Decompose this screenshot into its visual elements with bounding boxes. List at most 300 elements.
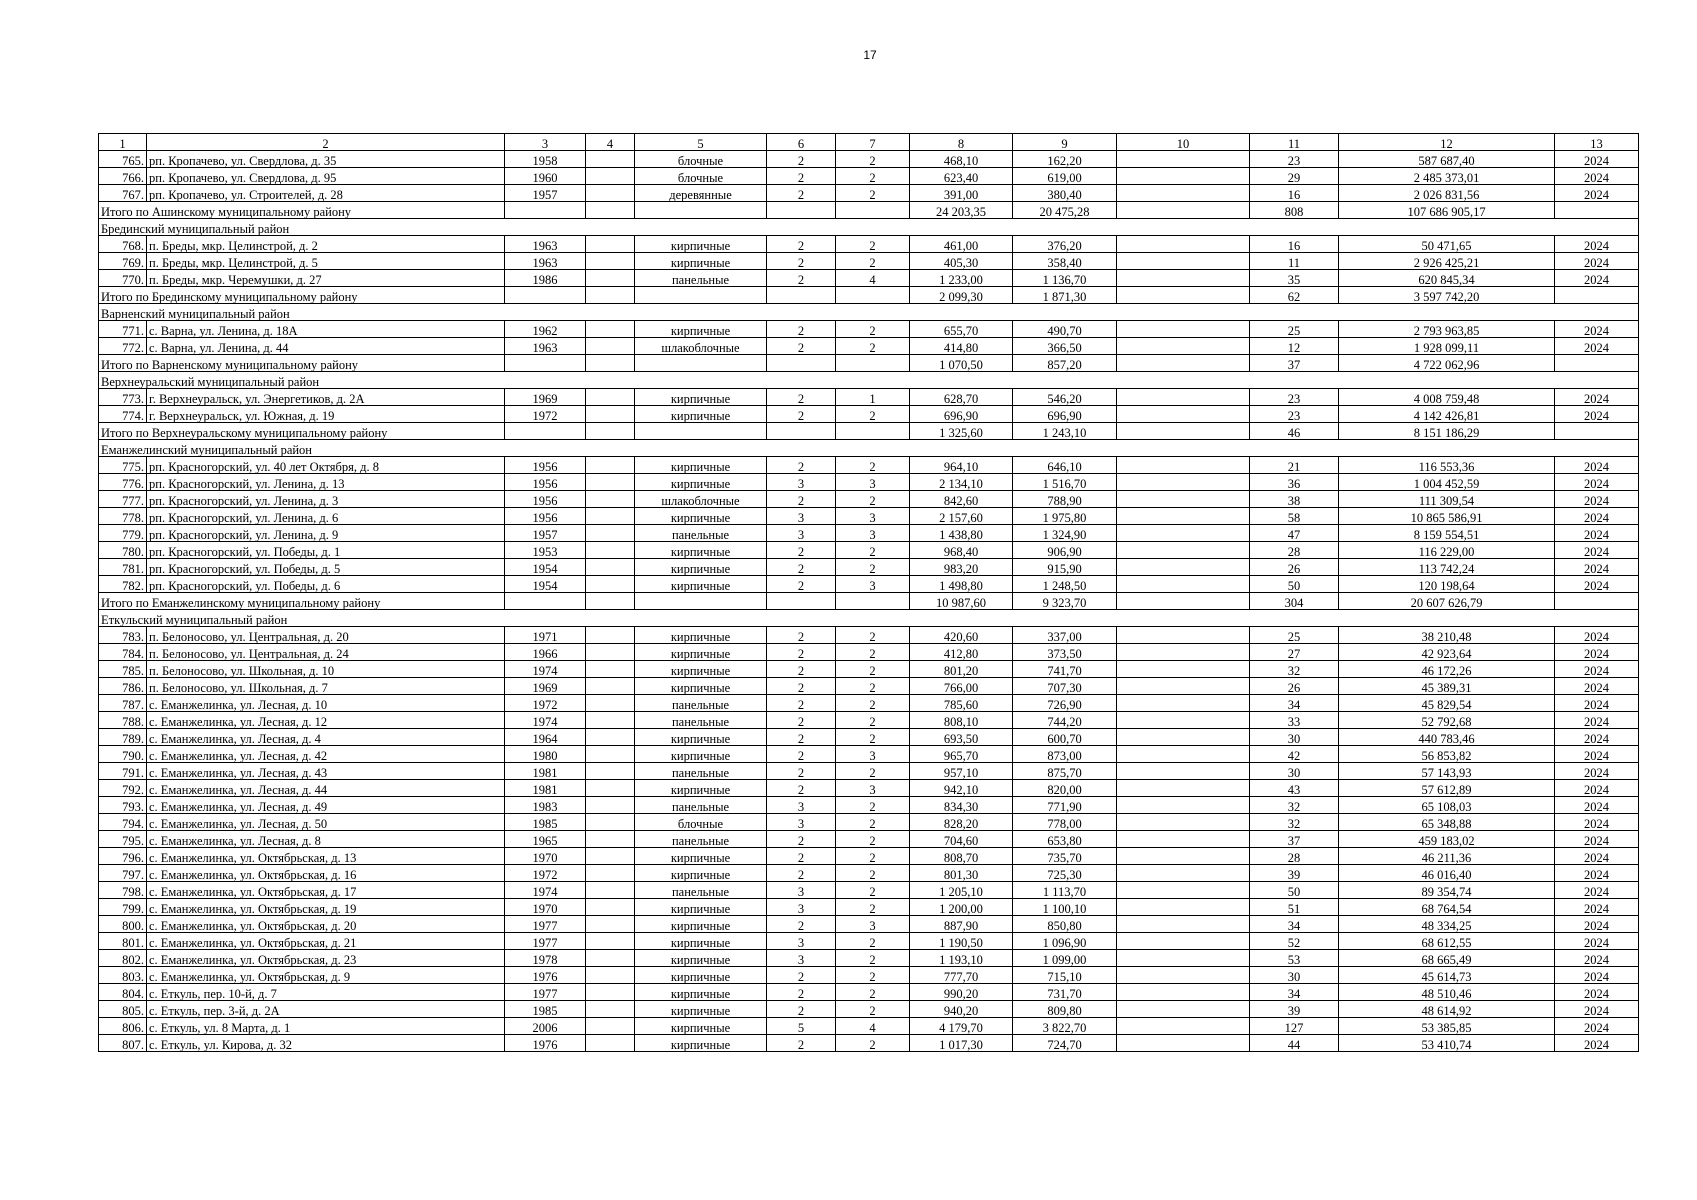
- residents-cell: 25: [1250, 627, 1339, 644]
- total-area-cell: 942,10: [910, 780, 1013, 797]
- total-wall-material: [635, 593, 767, 610]
- table-row: [99, 644, 1639, 661]
- section-title: Варненский муниципальный район: [99, 304, 1639, 321]
- cost-cell: 620 845,34: [1339, 270, 1555, 287]
- year-built-cell: 1957: [505, 525, 586, 542]
- total-col-4: [586, 355, 635, 372]
- cost-cell: 113 742,24: [1339, 559, 1555, 576]
- row-number-cell: 785.: [99, 661, 147, 678]
- entrances-cell: 3: [836, 508, 910, 525]
- table-row: [99, 185, 1639, 202]
- residents-cell: 32: [1250, 797, 1339, 814]
- total-area-cell: 983,20: [910, 559, 1013, 576]
- entrances-cell: 3: [836, 474, 910, 491]
- table-row: [99, 678, 1639, 695]
- address-cell: с. Еманжелинка, ул. Лесная, д. 44: [147, 780, 505, 797]
- table-row: [99, 389, 1639, 406]
- row-number-cell: 789.: [99, 729, 147, 746]
- table-row: [99, 848, 1639, 865]
- year-built-cell: 1977: [505, 984, 586, 1001]
- year-built-cell: 1960: [505, 168, 586, 185]
- col-10-cell: [1117, 695, 1250, 712]
- residents-cell: 44: [1250, 1035, 1339, 1052]
- residential-area-cell: 646,10: [1013, 457, 1117, 474]
- row-number-cell: 805.: [99, 1001, 147, 1018]
- cost-cell: 2 026 831,56: [1339, 185, 1555, 202]
- residential-area-cell: 735,70: [1013, 848, 1117, 865]
- section-header-row: [99, 372, 1639, 389]
- cost-cell: 4 142 426,81: [1339, 406, 1555, 423]
- year-planned-cell: 2024: [1555, 1035, 1639, 1052]
- residential-area-cell: 906,90: [1013, 542, 1117, 559]
- year-planned-cell: 2024: [1555, 457, 1639, 474]
- floors-cell: 2: [767, 253, 836, 270]
- total-entrances: [836, 202, 910, 219]
- col-4-cell: [586, 236, 635, 253]
- total-area-cell: 693,50: [910, 729, 1013, 746]
- cost-cell: 57 612,89: [1339, 780, 1555, 797]
- total-area-cell: 628,70: [910, 389, 1013, 406]
- entrances-cell: 2: [836, 185, 910, 202]
- address-cell: рп. Красногорский, ул. 40 лет Октября, д. 8: [147, 457, 505, 474]
- floors-cell: 2: [767, 168, 836, 185]
- entrances-cell: 2: [836, 644, 910, 661]
- col-10-cell: [1117, 236, 1250, 253]
- floors-cell: 2: [767, 1001, 836, 1018]
- column-number-cell: 12: [1339, 134, 1555, 151]
- entrances-cell: 2: [836, 1001, 910, 1018]
- address-cell: г. Верхнеуральск, ул. Южная, д. 19: [147, 406, 505, 423]
- total-area-cell: 468,10: [910, 151, 1013, 168]
- table-row: [99, 831, 1639, 848]
- total-year-built: [505, 423, 586, 440]
- col-4-cell: [586, 270, 635, 287]
- col-4-cell: [586, 1001, 635, 1018]
- entrances-cell: 2: [836, 559, 910, 576]
- housing-register-table: [98, 133, 1639, 1052]
- row-number-cell: 767.: [99, 185, 147, 202]
- floors-cell: 2: [767, 729, 836, 746]
- row-number-cell: 771.: [99, 321, 147, 338]
- wall-material-cell: кирпичные: [635, 508, 767, 525]
- floors-cell: 2: [767, 576, 836, 593]
- cost-cell: 46 016,40: [1339, 865, 1555, 882]
- year-built-cell: 1970: [505, 899, 586, 916]
- total-entrances: [836, 423, 910, 440]
- wall-material-cell: кирпичные: [635, 1035, 767, 1052]
- entrances-cell: 2: [836, 831, 910, 848]
- wall-material-cell: кирпичные: [635, 933, 767, 950]
- address-cell: с. Еманжелинка, ул. Лесная, д. 43: [147, 763, 505, 780]
- row-number-cell: 806.: [99, 1018, 147, 1035]
- row-number-cell: 765.: [99, 151, 147, 168]
- wall-material-cell: кирпичные: [635, 542, 767, 559]
- row-number-cell: 800.: [99, 916, 147, 933]
- row-number-cell: 774.: [99, 406, 147, 423]
- year-built-cell: 1956: [505, 508, 586, 525]
- wall-material-cell: панельные: [635, 831, 767, 848]
- total-area-cell: 4 179,70: [910, 1018, 1013, 1035]
- entrances-cell: 2: [836, 661, 910, 678]
- total-col-4: [586, 202, 635, 219]
- total-label: Итого по Варненскому муниципальному району: [99, 355, 505, 372]
- total-area-cell: 990,20: [910, 984, 1013, 1001]
- year-built-cell: 1976: [505, 1035, 586, 1052]
- cost-cell: 10 865 586,91: [1339, 508, 1555, 525]
- floors-cell: 3: [767, 933, 836, 950]
- row-number-cell: 797.: [99, 865, 147, 882]
- residential-area-cell: 724,70: [1013, 1035, 1117, 1052]
- table-row: [99, 661, 1639, 678]
- col-4-cell: [586, 491, 635, 508]
- col-4-cell: [586, 984, 635, 1001]
- residential-area-cell: 1 516,70: [1013, 474, 1117, 491]
- col-4-cell: [586, 916, 635, 933]
- table-row: [99, 406, 1639, 423]
- row-number-cell: 796.: [99, 848, 147, 865]
- total-col-4: [586, 423, 635, 440]
- entrances-cell: 2: [836, 797, 910, 814]
- residents-cell: 33: [1250, 712, 1339, 729]
- wall-material-cell: кирпичные: [635, 865, 767, 882]
- year-built-cell: 1974: [505, 882, 586, 899]
- cost-cell: 8 159 554,51: [1339, 525, 1555, 542]
- entrances-cell: 2: [836, 236, 910, 253]
- year-built-cell: 1969: [505, 389, 586, 406]
- year-built-cell: 1980: [505, 746, 586, 763]
- cost-cell: 111 309,54: [1339, 491, 1555, 508]
- address-cell: с. Еманжелинка, ул. Октябрьская, д. 13: [147, 848, 505, 865]
- col-4-cell: [586, 151, 635, 168]
- col-4-cell: [586, 253, 635, 270]
- col-4-cell: [586, 389, 635, 406]
- total-year-planned: [1555, 423, 1639, 440]
- row-number-cell: 790.: [99, 746, 147, 763]
- table-row: [99, 899, 1639, 916]
- entrances-cell: 2: [836, 627, 910, 644]
- floors-cell: 2: [767, 848, 836, 865]
- column-number-cell: 7: [836, 134, 910, 151]
- col-4-cell: [586, 559, 635, 576]
- col-10-cell: [1117, 967, 1250, 984]
- wall-material-cell: панельные: [635, 270, 767, 287]
- total-year-planned: [1555, 593, 1639, 610]
- address-cell: с. Еманжелинка, ул. Октябрьская, д. 9: [147, 967, 505, 984]
- cost-cell: 38 210,48: [1339, 627, 1555, 644]
- year-built-cell: 1957: [505, 185, 586, 202]
- residents-cell: 47: [1250, 525, 1339, 542]
- entrances-cell: 2: [836, 933, 910, 950]
- wall-material-cell: панельные: [635, 763, 767, 780]
- year-planned-cell: 2024: [1555, 933, 1639, 950]
- total-area-cell: 1 438,80: [910, 525, 1013, 542]
- row-number-cell: 784.: [99, 644, 147, 661]
- residential-area-cell: 809,80: [1013, 1001, 1117, 1018]
- total-col-10: [1117, 593, 1250, 610]
- residents-cell: 26: [1250, 559, 1339, 576]
- year-built-cell: 1964: [505, 729, 586, 746]
- residents-cell: 39: [1250, 865, 1339, 882]
- total-entrances: [836, 355, 910, 372]
- entrances-cell: 3: [836, 576, 910, 593]
- entrances-cell: 2: [836, 848, 910, 865]
- year-planned-cell: 2024: [1555, 695, 1639, 712]
- col-4-cell: [586, 1035, 635, 1052]
- residential-area-cell: 726,90: [1013, 695, 1117, 712]
- residential-area-cell: 696,90: [1013, 406, 1117, 423]
- address-cell: с. Еткуль, пер. 3-й, д. 2А: [147, 1001, 505, 1018]
- address-cell: с. Еткуль, ул. Кирова, д. 32: [147, 1035, 505, 1052]
- row-number-cell: 804.: [99, 984, 147, 1001]
- total-area-cell: 412,80: [910, 644, 1013, 661]
- floors-cell: 3: [767, 474, 836, 491]
- col-10-cell: [1117, 491, 1250, 508]
- year-planned-cell: 2024: [1555, 508, 1639, 525]
- row-number-cell: 775.: [99, 457, 147, 474]
- year-planned-cell: 2024: [1555, 474, 1639, 491]
- year-planned-cell: 2024: [1555, 661, 1639, 678]
- year-planned-cell: 2024: [1555, 763, 1639, 780]
- year-built-cell: 1981: [505, 763, 586, 780]
- table-row: [99, 729, 1639, 746]
- floors-cell: 3: [767, 508, 836, 525]
- total-area-cell: 957,10: [910, 763, 1013, 780]
- floors-cell: 2: [767, 389, 836, 406]
- residential-area-cell: 1 248,50: [1013, 576, 1117, 593]
- wall-material-cell: блочные: [635, 151, 767, 168]
- total-area-cell: 2 157,60: [910, 508, 1013, 525]
- col-10-cell: [1117, 797, 1250, 814]
- col-10-cell: [1117, 899, 1250, 916]
- residential-area-cell: 1 099,00: [1013, 950, 1117, 967]
- row-number-cell: 807.: [99, 1035, 147, 1052]
- total-col-4: [586, 287, 635, 304]
- col-4-cell: [586, 185, 635, 202]
- residential-area-cell: 380,40: [1013, 185, 1117, 202]
- entrances-cell: 2: [836, 729, 910, 746]
- wall-material-cell: кирпичные: [635, 474, 767, 491]
- floors-cell: 2: [767, 627, 836, 644]
- col-4-cell: [586, 678, 635, 695]
- total-area-cell: 940,20: [910, 1001, 1013, 1018]
- col-4-cell: [586, 712, 635, 729]
- col-4-cell: [586, 525, 635, 542]
- residential-area-cell: 358,40: [1013, 253, 1117, 270]
- column-number-cell: 1: [99, 134, 147, 151]
- year-planned-cell: 2024: [1555, 236, 1639, 253]
- column-number-cell: 11: [1250, 134, 1339, 151]
- residents-cell: 28: [1250, 848, 1339, 865]
- address-cell: с. Еманжелинка, ул. Октябрьская, д. 16: [147, 865, 505, 882]
- col-10-cell: [1117, 950, 1250, 967]
- total-area-cell: 964,10: [910, 457, 1013, 474]
- address-cell: с. Еманжелинка, ул. Лесная, д. 12: [147, 712, 505, 729]
- cost-cell: 1 928 099,11: [1339, 338, 1555, 355]
- wall-material-cell: блочные: [635, 168, 767, 185]
- table-row: [99, 865, 1639, 882]
- year-planned-cell: 2024: [1555, 848, 1639, 865]
- residential-area-cell: 820,00: [1013, 780, 1117, 797]
- row-number-cell: 792.: [99, 780, 147, 797]
- wall-material-cell: кирпичные: [635, 678, 767, 695]
- col-10-cell: [1117, 1035, 1250, 1052]
- col-10-cell: [1117, 457, 1250, 474]
- cost-cell: 1 004 452,59: [1339, 474, 1555, 491]
- total-col-10: [1117, 355, 1250, 372]
- year-built-cell: 1956: [505, 457, 586, 474]
- residents-cell: 11: [1250, 253, 1339, 270]
- total-area-cell: 1 498,80: [910, 576, 1013, 593]
- table-row: [99, 270, 1639, 287]
- residents-cell: 30: [1250, 729, 1339, 746]
- wall-material-cell: кирпичные: [635, 967, 767, 984]
- address-cell: п. Белоносово, ул. Школьная, д. 10: [147, 661, 505, 678]
- entrances-cell: 4: [836, 1018, 910, 1035]
- entrances-cell: 3: [836, 746, 910, 763]
- column-number-row: [99, 134, 1639, 151]
- floors-cell: 2: [767, 151, 836, 168]
- wall-material-cell: панельные: [635, 712, 767, 729]
- residents-cell: 32: [1250, 661, 1339, 678]
- floors-cell: 3: [767, 525, 836, 542]
- entrances-cell: 2: [836, 542, 910, 559]
- column-number-cell: 10: [1117, 134, 1250, 151]
- district-total-row: [99, 593, 1639, 610]
- address-cell: рп. Красногорский, ул. Ленина, д. 3: [147, 491, 505, 508]
- year-built-cell: 1971: [505, 627, 586, 644]
- wall-material-cell: кирпичные: [635, 1018, 767, 1035]
- total-label: Итого по Верхнеуральскому муниципальному району: [99, 423, 505, 440]
- residents-cell: 26: [1250, 678, 1339, 695]
- entrances-cell: 2: [836, 1035, 910, 1052]
- entrances-cell: 1: [836, 389, 910, 406]
- residential-area-cell: 788,90: [1013, 491, 1117, 508]
- year-built-cell: 1963: [505, 338, 586, 355]
- column-number-cell: 8: [910, 134, 1013, 151]
- table-row: [99, 491, 1639, 508]
- total-floors: [767, 593, 836, 610]
- total-total-area: 2 099,30: [910, 287, 1013, 304]
- total-area-cell: 887,90: [910, 916, 1013, 933]
- address-cell: с. Варна, ул. Ленина, д. 44: [147, 338, 505, 355]
- floors-cell: 2: [767, 661, 836, 678]
- row-number-cell: 766.: [99, 168, 147, 185]
- floors-cell: 3: [767, 950, 836, 967]
- address-cell: рп. Кропачево, ул. Свердлова, д. 95: [147, 168, 505, 185]
- year-built-cell: 1954: [505, 576, 586, 593]
- address-cell: рп. Красногорский, ул. Победы, д. 6: [147, 576, 505, 593]
- entrances-cell: 2: [836, 814, 910, 831]
- table-row: [99, 712, 1639, 729]
- table-row: [99, 950, 1639, 967]
- entrances-cell: 2: [836, 865, 910, 882]
- total-area-cell: 1 017,30: [910, 1035, 1013, 1052]
- floors-cell: 2: [767, 678, 836, 695]
- wall-material-cell: панельные: [635, 695, 767, 712]
- residents-cell: 42: [1250, 746, 1339, 763]
- year-built-cell: 1977: [505, 916, 586, 933]
- total-area-cell: 785,60: [910, 695, 1013, 712]
- floors-cell: 3: [767, 814, 836, 831]
- year-planned-cell: 2024: [1555, 712, 1639, 729]
- col-4-cell: [586, 899, 635, 916]
- col-4-cell: [586, 763, 635, 780]
- year-planned-cell: 2024: [1555, 491, 1639, 508]
- col-10-cell: [1117, 151, 1250, 168]
- wall-material-cell: кирпичные: [635, 950, 767, 967]
- year-planned-cell: 2024: [1555, 644, 1639, 661]
- table-row: [99, 984, 1639, 1001]
- year-planned-cell: 2024: [1555, 729, 1639, 746]
- col-10-cell: [1117, 406, 1250, 423]
- total-area-cell: 965,70: [910, 746, 1013, 763]
- year-built-cell: 1953: [505, 542, 586, 559]
- col-4-cell: [586, 644, 635, 661]
- col-4-cell: [586, 542, 635, 559]
- floors-cell: 2: [767, 338, 836, 355]
- year-built-cell: 1985: [505, 1001, 586, 1018]
- wall-material-cell: кирпичные: [635, 457, 767, 474]
- col-4-cell: [586, 321, 635, 338]
- total-area-cell: 766,00: [910, 678, 1013, 695]
- address-cell: с. Еманжелинка, ул. Октябрьская, д. 19: [147, 899, 505, 916]
- section-title: Еманжелинский муниципальный район: [99, 440, 1639, 457]
- col-10-cell: [1117, 916, 1250, 933]
- total-area-cell: 801,20: [910, 661, 1013, 678]
- year-built-cell: 1956: [505, 491, 586, 508]
- row-number-cell: 791.: [99, 763, 147, 780]
- col-10-cell: [1117, 627, 1250, 644]
- col-10-cell: [1117, 1001, 1250, 1018]
- entrances-cell: 2: [836, 151, 910, 168]
- residential-area-cell: 600,70: [1013, 729, 1117, 746]
- entrances-cell: 3: [836, 525, 910, 542]
- total-entrances: [836, 287, 910, 304]
- address-cell: рп. Красногорский, ул. Ленина, д. 9: [147, 525, 505, 542]
- cost-cell: 89 354,74: [1339, 882, 1555, 899]
- year-built-cell: 1956: [505, 474, 586, 491]
- wall-material-cell: кирпичные: [635, 729, 767, 746]
- floors-cell: 2: [767, 695, 836, 712]
- residential-area-cell: 741,70: [1013, 661, 1117, 678]
- table-row: [99, 338, 1639, 355]
- wall-material-cell: блочные: [635, 814, 767, 831]
- residential-area-cell: 1 100,10: [1013, 899, 1117, 916]
- cost-cell: 45 829,54: [1339, 695, 1555, 712]
- wall-material-cell: кирпичные: [635, 780, 767, 797]
- table-row: [99, 457, 1639, 474]
- row-number-cell: 778.: [99, 508, 147, 525]
- total-wall-material: [635, 287, 767, 304]
- total-residents: 62: [1250, 287, 1339, 304]
- row-number-cell: 777.: [99, 491, 147, 508]
- total-area-cell: 405,30: [910, 253, 1013, 270]
- wall-material-cell: кирпичные: [635, 848, 767, 865]
- page-number: 17: [863, 48, 877, 62]
- total-cost: 3 597 742,20: [1339, 287, 1555, 304]
- col-4-cell: [586, 338, 635, 355]
- cost-cell: 65 108,03: [1339, 797, 1555, 814]
- col-10-cell: [1117, 559, 1250, 576]
- entrances-cell: 2: [836, 253, 910, 270]
- address-cell: п. Белоносово, ул. Центральная, д. 24: [147, 644, 505, 661]
- entrances-cell: 2: [836, 899, 910, 916]
- row-number-cell: 798.: [99, 882, 147, 899]
- address-cell: с. Еманжелинка, ул. Лесная, д. 50: [147, 814, 505, 831]
- year-planned-cell: 2024: [1555, 882, 1639, 899]
- cost-cell: 2 485 373,01: [1339, 168, 1555, 185]
- row-number-cell: 794.: [99, 814, 147, 831]
